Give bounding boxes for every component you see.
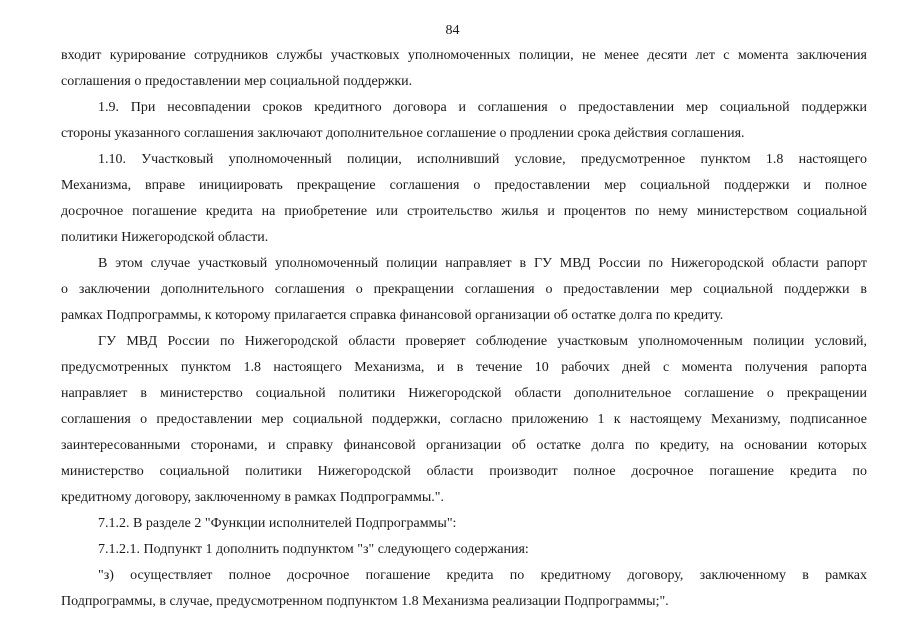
document-body bbox=[61, 43, 867, 615]
text-line: кредитному договору, заключенному в рамках Подпрограммы.". bbox=[61, 490, 444, 505]
text-line: 7.1.2. В разделе 2 "Функции исполнителей Подпрограммы": bbox=[98, 516, 457, 531]
text-line: Механизма, вправе инициировать прекращение соглашения о предоставлении мер социальной поддержки и полное bbox=[61, 178, 867, 193]
text-line: В этом случае участковый уполномоченный полиции направляет в ГУ МВД России по Нижегородской области рапорт bbox=[98, 256, 867, 271]
page-number: 84 bbox=[445, 23, 460, 38]
paragraph-7-1-2-1 bbox=[61, 537, 867, 563]
text-line: о заключении дополнительного соглашения о прекращении соглашения о предоставлении мер социальной поддержки в bbox=[61, 282, 867, 297]
paragraph-gu-mvd bbox=[61, 329, 867, 511]
paragraph-1-9 bbox=[61, 95, 867, 147]
text-line: политики Нижегородской области. bbox=[61, 230, 269, 245]
text-line: "з) осуществляет полное досрочное погашение кредита по кредитному договору, заключенному в рамках bbox=[98, 568, 867, 583]
text-line: досрочное погашение кредита на приобретение или строительство жилья и процентов по нему министерством социальной bbox=[61, 204, 867, 219]
text-line: 1.10. Участковый уполномоченный полиции, исполнивший условие, предусмотренное пунктом 1.8 настоящего bbox=[98, 152, 867, 167]
text-line: министерство социальной политики Нижегородской области производит полное досрочное погашение кредита по bbox=[61, 464, 867, 479]
text-line: направляет в министерство социальной политики Нижегородской области дополнительное соглашение о прекращении bbox=[61, 386, 867, 401]
text-line: соглашения о предоставлении мер социальной поддержки, согласно приложению 1 к настоящему Механизму, подписанное bbox=[61, 412, 867, 427]
text-line: стороны указанного соглашения заключают дополнительное соглашение о продлении срока действия соглашения. bbox=[61, 126, 745, 141]
text-line: предусмотренных пунктом 1.8 настоящего Механизма, и в течение 10 рабочих дней с момента получения рапорта bbox=[61, 360, 867, 375]
text-line: рамках Подпрограммы, к которому прилагается справка финансовой организации об остатке долга по кредиту. bbox=[61, 308, 724, 323]
text-line: Подпрограммы, в случае, предусмотренном подпунктом 1.8 Механизма реализации Подпрограммы;". bbox=[61, 594, 669, 609]
text-line: 1.9. При несовпадении сроков кредитного договора и соглашения о предоставлении мер социальной поддержки bbox=[98, 100, 867, 115]
paragraph-z bbox=[61, 563, 867, 615]
text-line: входит курирование сотрудников службы участковых уполномоченных полиции, не менее десяти лет с момента заключения bbox=[61, 48, 867, 63]
paragraph-1-10 bbox=[61, 147, 867, 251]
text-line: соглашения о предоставлении мер социальной поддержки. bbox=[61, 74, 413, 89]
paragraph-report bbox=[61, 251, 867, 329]
text-line: ГУ МВД России по Нижегородской области проверяет соблюдение участковым уполномоченным полиции условий, bbox=[98, 334, 867, 349]
text-line: 7.1.2.1. Подпункт 1 дополнить подпунктом "з" следующего содержания: bbox=[98, 542, 529, 557]
text-line: заинтересованными сторонами, и справку финансовой организации об остатке долга по кредиту, на основании которых bbox=[61, 438, 867, 453]
paragraph-continuation bbox=[61, 43, 867, 95]
paragraph-7-1-2 bbox=[61, 511, 867, 537]
